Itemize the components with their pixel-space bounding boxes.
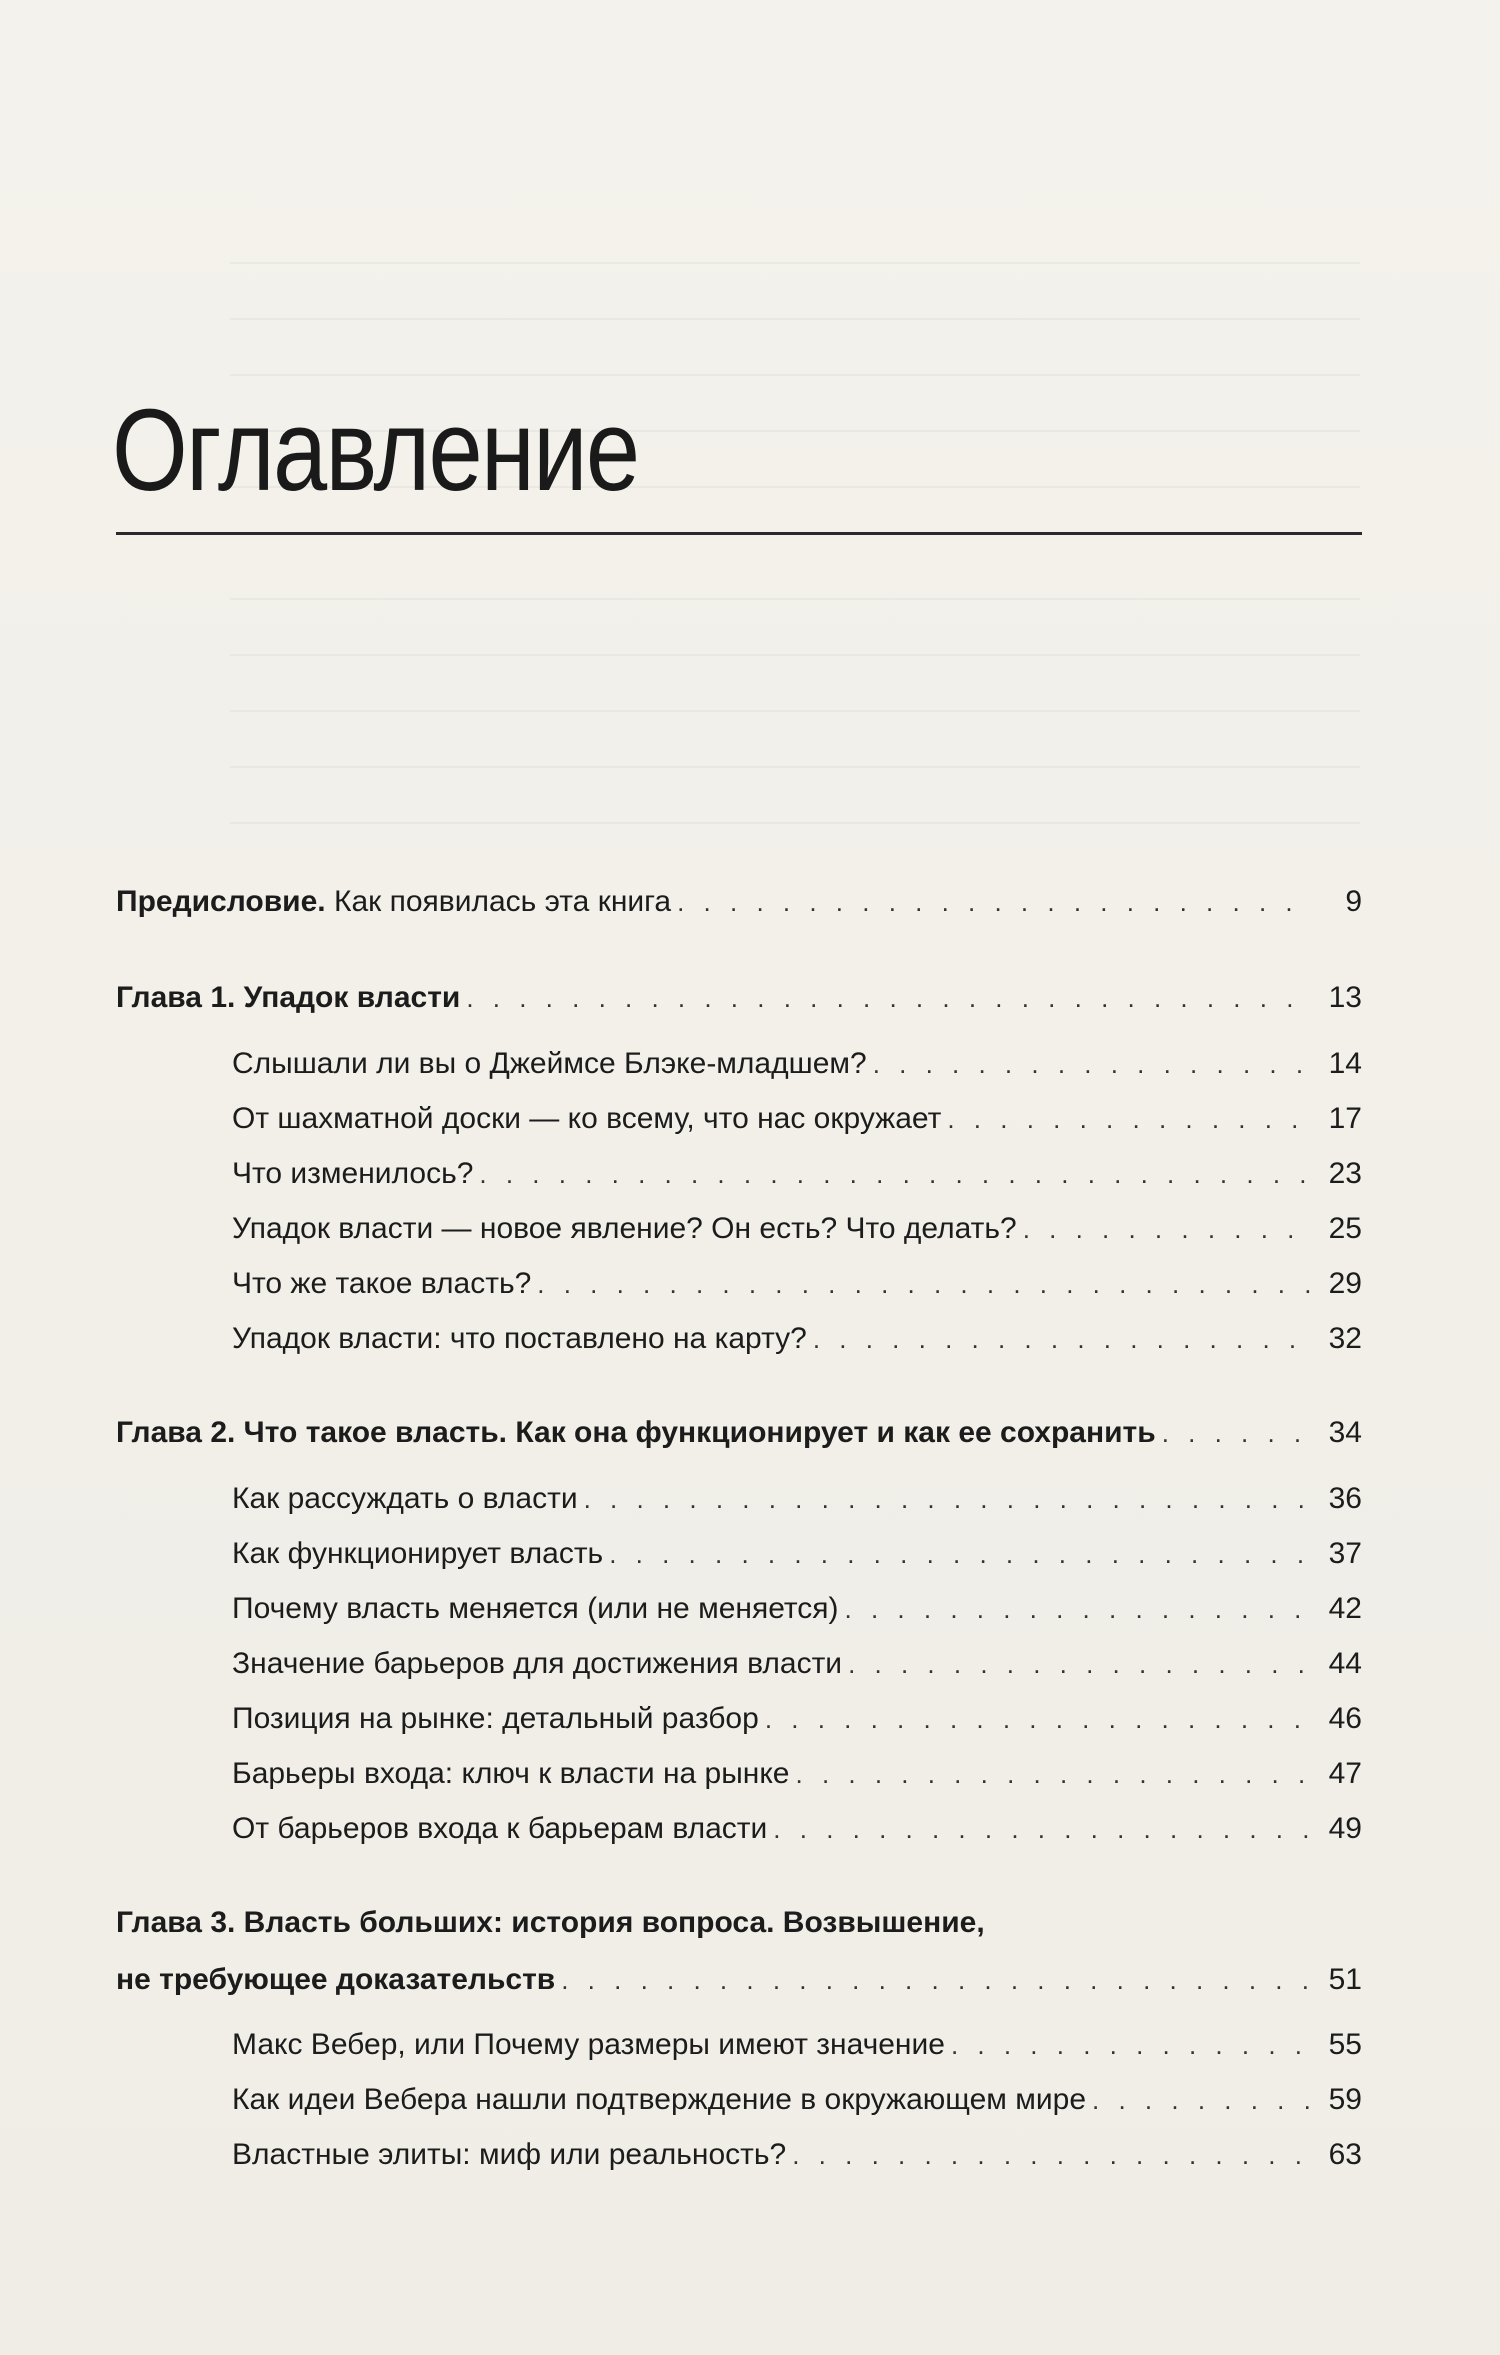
toc-entry-label: Упадок власти: что поставлено на карту? (232, 1322, 807, 1355)
toc-entry-chapter-3[interactable] (116, 1960, 1362, 2000)
toc-entry-label: Значение барьеров для достижения власти (232, 1647, 843, 1680)
toc-page-number: 25 (1328, 1212, 1362, 1245)
leader-dots (873, 1044, 1312, 1084)
toc-page-number: 59 (1328, 2083, 1362, 2116)
toc-page-number: 32 (1328, 1322, 1362, 1355)
toc-entry-label: Позиция на рынке: детальный разбор (232, 1702, 759, 1735)
leader-dots (677, 882, 1312, 922)
toc-entry-label-bold: Предисловие. (116, 885, 326, 918)
toc-entry-label: Как рассуждать о власти (232, 1482, 578, 1515)
toc-entry-label: Барьеры входа: ключ к власти на рынке (232, 1757, 790, 1790)
toc-entry-preface[interactable] (116, 882, 1362, 922)
toc-entry-label: От шахматной доски — ко всему, что нас окружает (232, 1102, 942, 1135)
toc-entry-label: Слышали ли вы о Джеймсе Блэке-младшем? (232, 1047, 867, 1080)
toc-entry-label (116, 882, 671, 922)
leader-dots (584, 1479, 1312, 1519)
leader-dots (1023, 1209, 1312, 1249)
toc-page-number: 34 (1328, 1416, 1362, 1449)
toc-entry-section[interactable] (232, 1644, 1362, 1684)
leader-dots (792, 2135, 1312, 2175)
leader-dots (848, 1644, 1312, 1684)
toc-entry-section[interactable] (232, 1479, 1362, 1519)
leader-dots (951, 2025, 1312, 2065)
page-title: Оглавление (112, 385, 639, 515)
toc-page-number: 51 (1328, 1963, 1362, 1996)
toc-page-number: 13 (1328, 981, 1362, 1014)
toc-entry-section[interactable] (232, 1264, 1362, 1304)
toc-chapter-3-title-line1: Глава 3. Власть больших: история вопроса. Возвышение, (116, 1906, 985, 1939)
toc-entry-section[interactable] (232, 2025, 1362, 2065)
leader-dots (796, 1754, 1313, 1794)
toc-entry-chapter-2[interactable] (116, 1413, 1362, 1453)
toc-page-number: 29 (1328, 1267, 1362, 1300)
toc-entry-label: Макс Вебер, или Почему размеры имеют значение (232, 2028, 945, 2061)
toc-entry-label: Глава 1. Упадок власти (116, 981, 461, 1014)
leader-dots (1092, 2080, 1312, 2120)
toc-page-number: 42 (1328, 1592, 1362, 1625)
toc-page-number: 17 (1328, 1102, 1362, 1135)
toc-entry-section[interactable] (232, 1809, 1362, 1849)
toc-entry-section[interactable] (232, 2135, 1362, 2175)
leader-dots (609, 1534, 1312, 1574)
toc-page-number: 9 (1345, 885, 1362, 918)
leader-dots (1162, 1413, 1312, 1453)
toc-page-number: 63 (1328, 2138, 1362, 2171)
toc-entry-section[interactable] (232, 1154, 1362, 1194)
toc-entry-label: От барьеров входа к барьерам власти (232, 1812, 768, 1845)
toc-page-number: 37 (1328, 1537, 1362, 1570)
toc-entry-section[interactable] (232, 1209, 1362, 1249)
toc-entry-label: не требующее доказательств (116, 1963, 556, 1996)
leader-dots (947, 1099, 1312, 1139)
toc-entry-chapter-1[interactable] (116, 978, 1362, 1018)
toc-entry-label: Как функционирует власть (232, 1537, 604, 1570)
toc-page-number: 23 (1328, 1157, 1362, 1190)
toc-entry-label: Что же такое власть? (232, 1267, 532, 1300)
toc-page-number: 14 (1328, 1047, 1362, 1080)
toc-page-number: 44 (1328, 1647, 1362, 1680)
toc-entry-section[interactable] (232, 1099, 1362, 1139)
toc-entry-section[interactable] (232, 2080, 1362, 2120)
toc-entry-label: Властные элиты: миф или реальность? (232, 2138, 787, 2171)
leader-dots (561, 1960, 1312, 2000)
toc-entry-section[interactable] (232, 1589, 1362, 1629)
toc-page-number: 46 (1328, 1702, 1362, 1735)
toc-entry-section[interactable] (232, 1044, 1362, 1084)
leader-dots (845, 1589, 1312, 1629)
toc-page-number: 47 (1328, 1757, 1362, 1790)
toc-entry-section[interactable] (232, 1699, 1362, 1739)
toc-entry-label: Почему власть меняется (или не меняется) (232, 1592, 839, 1625)
toc-entry-section[interactable] (232, 1754, 1362, 1794)
toc-entry-label: Что изменилось? (232, 1157, 474, 1190)
toc-entry-section[interactable] (232, 1319, 1362, 1359)
leader-dots (773, 1809, 1312, 1849)
leader-dots (479, 1154, 1312, 1194)
leader-dots (813, 1319, 1312, 1359)
leader-dots (537, 1264, 1312, 1304)
leader-dots (466, 978, 1312, 1018)
toc-page-number: 49 (1328, 1812, 1362, 1845)
toc-page-number: 55 (1328, 2028, 1362, 2061)
toc-entry-label: Глава 2. Что такое власть. Как она функционирует и как ее сохранить (116, 1416, 1156, 1449)
leader-dots (765, 1699, 1312, 1739)
toc-entry-section[interactable] (232, 1534, 1362, 1574)
toc-entry-label-text: Как появилась эта книга (325, 885, 672, 918)
toc-entry-label: Упадок власти — новое явление? Он есть? Что делать? (232, 1212, 1017, 1245)
toc-entry-label: Как идеи Вебера нашли подтверждение в окружающем мире (232, 2083, 1087, 2116)
toc-page-number: 36 (1328, 1482, 1362, 1515)
